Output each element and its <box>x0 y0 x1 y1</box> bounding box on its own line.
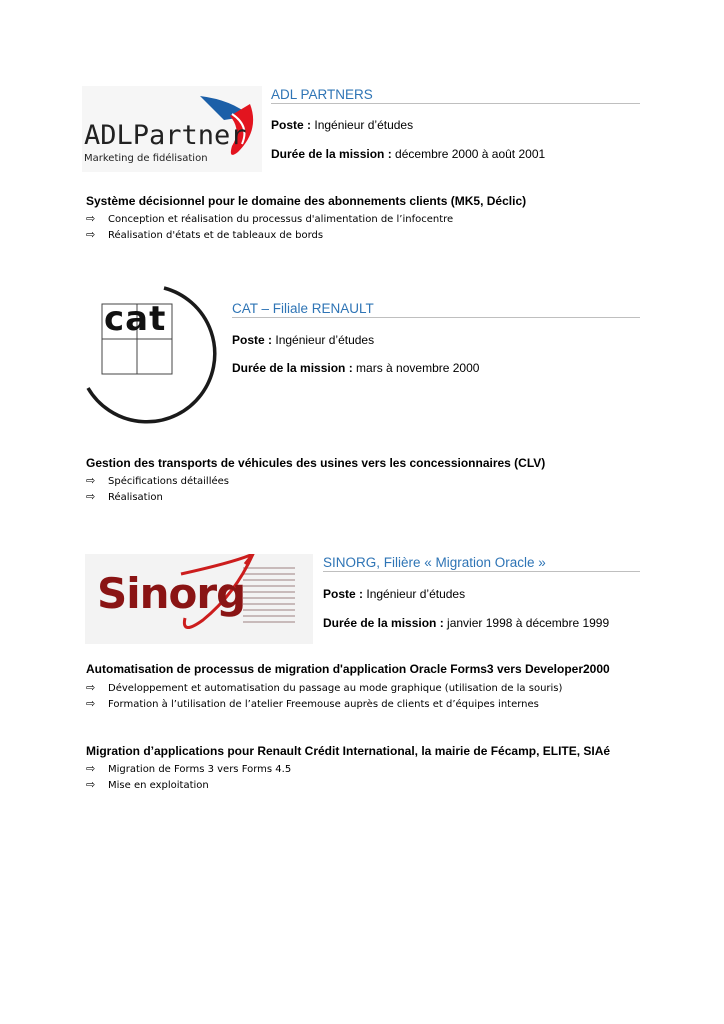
cat-logo-wordmark: cat <box>104 299 167 339</box>
duree-line-adl: Durée de la mission : décembre 2000 à août 2001 <box>271 147 546 161</box>
list-item: ⇨ Spécifications détaillées <box>86 474 229 487</box>
project-title: Système décisionnel pour le domaine des abonnements clients (MK5, Déclic) <box>86 194 527 208</box>
adl-partner-logo <box>82 86 262 172</box>
company-title-adl: ADL PARTNERS <box>271 87 640 104</box>
arrow-right-outline-icon: ⇨ <box>86 762 96 775</box>
arrow-right-outline-icon: ⇨ <box>86 212 96 225</box>
sinorg-logo <box>85 554 313 644</box>
poste-line-adl: Poste : Ingénieur d’études <box>271 118 414 132</box>
poste-line-cat: Poste : Ingénieur d’études <box>232 333 375 347</box>
arrow-right-outline-icon: ⇨ <box>86 777 96 791</box>
arrow-right-outline-icon: ⇨ <box>86 474 96 487</box>
project-title: Automatisation de processus de migration d'application Oracle Forms3 vers Developer2000 <box>86 662 610 676</box>
company-title-sinorg: SINORG, Filière « Migration Oracle » <box>323 555 640 572</box>
bullet-list <box>86 473 229 504</box>
project-title: Migration d’applications pour Renault Crédit International, la mairie de Fécamp, ELITE, SIAé <box>86 744 611 758</box>
arrow-right-outline-icon: ⇨ <box>86 227 96 241</box>
adl-logo-wordmark: ADLPartner <box>84 120 247 151</box>
duree-line-cat: Durée de la mission : mars à novembre 2000 <box>232 361 480 375</box>
poste-line-sinorg: Poste : Ingénieur d’études <box>323 587 466 601</box>
arrow-right-outline-icon: ⇨ <box>86 489 96 503</box>
list-item: ⇨ Réalisation d'états et de tableaux de bords <box>86 227 324 241</box>
list-item: ⇨ Mise en exploitation <box>86 777 209 791</box>
list-item: ⇨ Migration de Forms 3 vers Forms 4.5 <box>86 762 292 775</box>
arrow-right-outline-icon: ⇨ <box>86 696 96 710</box>
list-item: ⇨ Développement et automatisation du passage au mode graphique (utilisation de la souris) <box>86 681 563 694</box>
arrow-right-outline-icon: ⇨ <box>86 681 96 694</box>
adl-logo-tagline: Marketing de fidélisation <box>84 153 208 164</box>
cat-logo <box>82 284 224 424</box>
bullet-list <box>86 680 562 711</box>
company-title-cat: CAT – Filiale RENAULT <box>232 301 640 318</box>
project-title: Gestion des transports de véhicules des usines vers les concessionnaires (CLV) <box>86 456 546 470</box>
bullet-list <box>86 761 291 792</box>
sinorg-logo-wordmark: Sinorg <box>97 569 246 618</box>
duree-line-sinorg: Durée de la mission : janvier 1998 à décembre 1999 <box>323 616 610 630</box>
list-item: ⇨ Réalisation <box>86 489 163 503</box>
bullet-list <box>86 211 453 242</box>
list-item: ⇨ Formation à l’utilisation de l’atelier Freemouse auprès de clients et d’équipes internes <box>86 696 539 710</box>
list-item: ⇨ Conception et réalisation du processus d'alimentation de l’infocentre <box>86 212 454 225</box>
